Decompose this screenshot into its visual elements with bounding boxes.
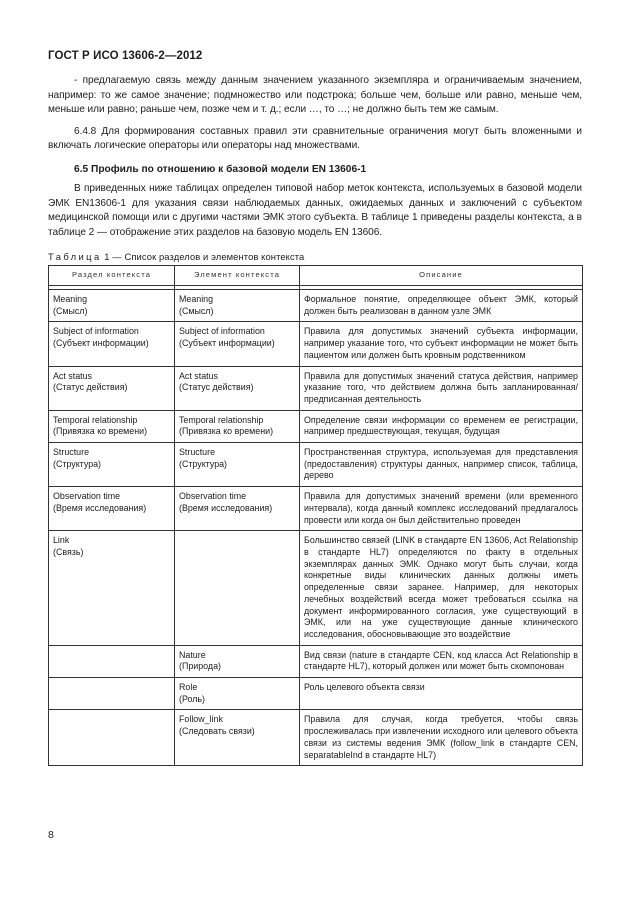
cell-description: Правила для допустимых значений статуса действия, например указание того, что действием должна быть запланированная/предписанная деятельность — [300, 366, 583, 410]
column-header-section: Раздел контекста — [49, 266, 175, 286]
cell-element — [175, 410, 300, 442]
cell-element-line: Role — [179, 682, 198, 693]
column-header-element: Элемент контекста — [175, 266, 300, 286]
page-number: 8 — [48, 829, 54, 841]
cell-element — [175, 290, 300, 322]
cell-element-line: (Привязка ко времени) — [179, 426, 274, 437]
table-row — [49, 290, 583, 322]
cell-section-line: (Субъект информации) — [53, 338, 149, 349]
cell-section — [49, 487, 175, 531]
cell-section — [49, 290, 175, 322]
table-caption — [48, 251, 582, 262]
cell-section — [49, 322, 175, 366]
cell-section-line: Structure — [53, 447, 90, 458]
table-row — [49, 645, 583, 677]
cell-element — [175, 678, 300, 710]
cell-element-line: (Смысл) — [179, 305, 214, 316]
cell-section-line: (Связь) — [53, 547, 84, 557]
cell-section — [49, 366, 175, 410]
paragraph-relationship: - предлагаемую связь между данным значением указанного экземпляра и ограничиваемым значением, например: то же самое значение; подмножество или подстрока; больше чем, больше или равно, меньше чем, меньше или равно; раньше чем, позже чем и т. д.; если …, то …; не должно быть тем же самым. — [48, 75, 582, 116]
cell-element-line: (Статус действия) — [179, 382, 254, 393]
cell-element-line: (Время исследования) — [179, 502, 273, 513]
cell-element-line: (Следовать связи) — [179, 726, 255, 737]
cell-section-line: Observation time — [53, 491, 121, 502]
cell-section-line: Temporal relationship — [53, 414, 138, 425]
cell-element-line: Act status — [179, 370, 218, 381]
cell-section-line: Act status — [53, 370, 92, 381]
cell-element — [175, 645, 300, 677]
cell-element — [175, 443, 300, 487]
cell-element — [175, 366, 300, 410]
cell-element-line: Observation time — [179, 491, 247, 502]
page-content — [48, 74, 582, 766]
table-header-row — [49, 266, 583, 286]
cell-element — [175, 710, 300, 766]
cell-element-line: Subject of information — [179, 326, 265, 337]
cell-section-line: (Привязка ко времени) — [53, 426, 148, 437]
table-caption-label: Таблица — [48, 251, 102, 263]
cell-element-line: Follow_link — [179, 714, 223, 725]
table-body — [49, 286, 583, 766]
cell-description: Правила для случая, когда требуется, чтобы связь прослеживалась при извлечении исходного или целевого объекта связи из системы ведения ЭМК (follow_link в стандарте CEN, separatableInd в стандарте HL7) — [300, 710, 583, 766]
cell-section-line: Subject of information — [53, 326, 139, 337]
cell-element-line: Nature — [179, 649, 206, 660]
table-row — [49, 322, 583, 366]
cell-section — [49, 645, 175, 677]
cell-element-line: (Структура) — [179, 458, 228, 469]
cell-element-line: (Природа) — [179, 661, 221, 672]
table-row — [49, 443, 583, 487]
cell-section-line: Link — [53, 535, 70, 546]
cell-element-line: Temporal relationship — [179, 414, 264, 425]
table-caption-text: 1 — Список разделов и элементов контекста — [104, 251, 305, 263]
cell-section — [49, 678, 175, 710]
cell-element-line: Meaning — [179, 294, 214, 305]
cell-description: Правила для допустимых значений субъекта информации, например указание того, что субъект информации не может быть пациентом или должен быть кровным родственником — [300, 322, 583, 366]
paragraph-6-5-intro: В приведенных ниже таблицах определен типовой набор меток контекста, используемых в базовой модели ЭМК EN13606-1 для указания связи наблюдаемых данных, ожидаемых данных и заключений с субъектом медицинской помощи или с другими частями ЭМК этого субъекта. В таблице 1 приведены разделы контекста, а в таблице 2 — отображение этих разделов на базовую модель EN 13606. — [48, 182, 582, 238]
cell-element-line: Structure — [179, 447, 216, 458]
table-row — [49, 366, 583, 410]
document-header: ГОСТ Р ИСО 13606-2—2012 — [48, 50, 203, 62]
cell-description: Вид связи (nature в стандарте CEN, код класса Act Relationship в стандарте HL7), который должен или может быть скомпонован — [300, 645, 583, 677]
cell-description: Формальное понятие, определяющее объект ЭМК, который должен быть реализован в данном узле ЭМК — [300, 290, 583, 322]
cell-element-line: (Субъект информации) — [179, 338, 275, 349]
cell-element-line: (Роль) — [179, 693, 205, 704]
cell-description: Правила для допустимых значений времени (или временного интервала), когда данный комплекс исследований предлагалось провести или когда он был действительно проведен — [300, 487, 583, 531]
cell-description: Определение связи информации со временем ее регистрации, например предшествующая, текущая, будущая — [300, 410, 583, 442]
table-row — [49, 410, 583, 442]
cell-element — [175, 487, 300, 531]
cell-section-line: (Смысл) — [53, 305, 88, 316]
cell-section-line: (Статус действия) — [53, 382, 128, 393]
cell-description: Роль целевого объекта связи — [300, 678, 583, 710]
cell-section — [49, 531, 175, 645]
cell-section-line: (Время исследования) — [53, 502, 147, 513]
paragraph-6-4-8: 6.4.8 Для формирования составных правил эти сравнительные ограничения могут быть вложенными и включать логические операторы или операторы над множествами. — [48, 125, 582, 152]
section-heading-6-5: 6.5 Профиль по отношению к базовой модели EN 13606-1 — [74, 163, 367, 175]
column-header-description: Описание — [300, 266, 583, 286]
cell-description: Пространственная структура, используемая для представления (предоставления) структуры данных, например список, таблица, дерево — [300, 443, 583, 487]
cell-section-line: (Структура) — [53, 458, 102, 469]
context-table — [48, 265, 583, 766]
cell-section — [49, 710, 175, 766]
cell-element — [175, 531, 300, 645]
table-row — [49, 531, 583, 645]
cell-element — [175, 322, 300, 366]
table-row — [49, 710, 583, 766]
table-row — [49, 678, 583, 710]
cell-description: Большинство связей (LINK в стандарте EN 13606, Act Relationship в стандарте HL7) определяются по факту в отдельных экземплярах данных ЭМК. Однако могут быть случаи, когда конкретные виды клинических данных должны иметь определенные связи заранее. Например, для некоторых лечебных воздействий всегда может требоваться ссылка на документ информированного согласия, уже существующий в ЭМК, или на уже существующие данные клинического исследования, обосновывающие это воздействие — [300, 531, 583, 645]
cell-section-line: Meaning — [53, 294, 88, 305]
cell-section — [49, 443, 175, 487]
table-row — [49, 487, 583, 531]
cell-section — [49, 410, 175, 442]
